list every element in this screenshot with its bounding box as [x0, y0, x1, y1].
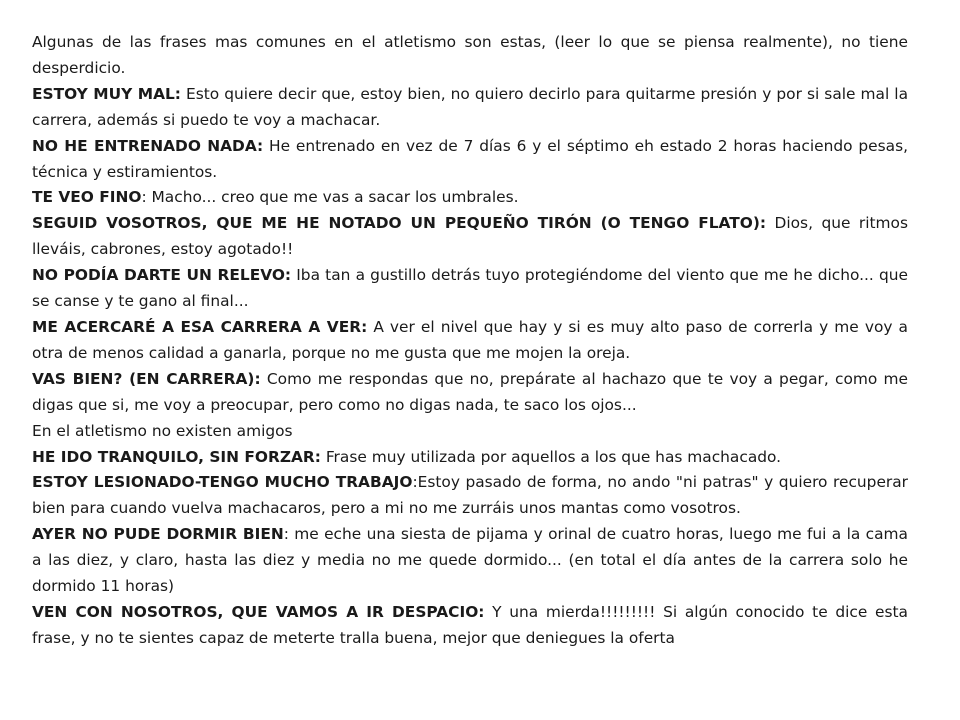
entry-paragraph [32, 445, 908, 471]
entry-body: He entrenado en vez de 7 días 6 y el séptimo eh estado 2 horas haciendo pesas, técnica y estiramientos. [32, 136, 908, 181]
entry-paragraph [32, 82, 908, 134]
intro-text: Algunas de las frases mas comunes en el atletismo son estas, (leer lo que se piensa realmente), no tiene desperdicio. [32, 33, 908, 77]
entry-paragraph [32, 600, 908, 652]
entry-body: Iba tan a gustillo detrás tuyo protegiéndome del viento que me he dicho... que se canse y te gano al final... [32, 266, 908, 311]
entry-paragraph [32, 315, 908, 367]
entry-paragraph [32, 522, 908, 600]
entry-heading: AYER NO PUDE DORMIR BIEN [32, 525, 284, 544]
entry-body: Dios, que ritmos lleváis, cabrones, estoy agotado!! [32, 214, 908, 259]
entry-paragraph [32, 367, 908, 419]
entry-paragraph [32, 470, 908, 522]
entry-heading: SEGUID VOSOTROS, QUE ME HE NOTADO UN PEQUEÑO TIRÓN (O TENGO FLATO): [32, 214, 767, 233]
entry-paragraph [32, 211, 908, 263]
entry-body: Y una mierda!!!!!!!!! Si algún conocido te dice esta frase, y no te sientes capaz de meterte tralla buena, mejor que deniegues la oferta [32, 602, 908, 647]
entry-body: : me eche una siesta de pijama y orinal de cuatro horas, luego me fui a la cama a las diez, y claro, hasta las diez y media no me quede dormido... (en total el día antes de la carrera solo he dormido 11 horas) [32, 525, 908, 596]
entry-heading: ESTOY MUY MAL: [32, 84, 181, 103]
entry-heading: VEN CON NOSOTROS, QUE VAMOS A IR DESPACIO: [32, 602, 485, 621]
entry-heading: NO HE ENTRENADO NADA: [32, 136, 264, 155]
entry-heading: ESTOY LESIONADO-TENGO MUCHO TRABAJO [32, 473, 413, 492]
entry-paragraph [32, 134, 908, 186]
entry-heading: HE IDO TRANQUILO, SIN FORZAR: [32, 447, 321, 466]
entry-body: Como me respondas que no, prepárate al hachazo que te voy a pegar, como me digas que si, me voy a preocupar, pero como no digas nada, te saco los ojos... [32, 369, 908, 414]
document-text [32, 30, 908, 652]
entry-heading: VAS BIEN? (EN CARRERA): [32, 369, 261, 388]
entry-paragraph [32, 419, 908, 445]
entry-paragraph [32, 263, 908, 315]
entry-body: A ver el nivel que hay y si es muy alto paso de correrla y me voy a otra de menos calidad a ganarla, porque no me gusta que me mojen la oreja. [32, 317, 908, 362]
entry-body: Frase muy utilizada por aquellos a los que has machacado. [320, 447, 782, 466]
entry-body: Esto quiere decir que, estoy bien, no quiero decirlo para quitarme presión y por si sale mal la carrera, además si puedo te voy a machacar. [32, 84, 909, 129]
entry-heading: NO PODÍA DARTE UN RELEVO: [32, 266, 292, 285]
intro-paragraph [32, 30, 908, 82]
entry-body: : Macho... creo que me vas a sacar los umbrales. [141, 188, 519, 207]
entry-paragraph [32, 185, 908, 211]
entry-heading: ME ACERCARÉ A ESA CARRERA A VER: [32, 317, 368, 336]
entry-body: En el atletismo no existen amigos [32, 421, 293, 440]
entry-body: :Estoy pasado de forma, no ando "ni patras" y quiero recuperar bien para cuando vuelva machacaros, pero a mi no me zurráis unos mantas como vosotros. [32, 473, 908, 518]
entry-heading: TE VEO FINO [32, 188, 142, 207]
